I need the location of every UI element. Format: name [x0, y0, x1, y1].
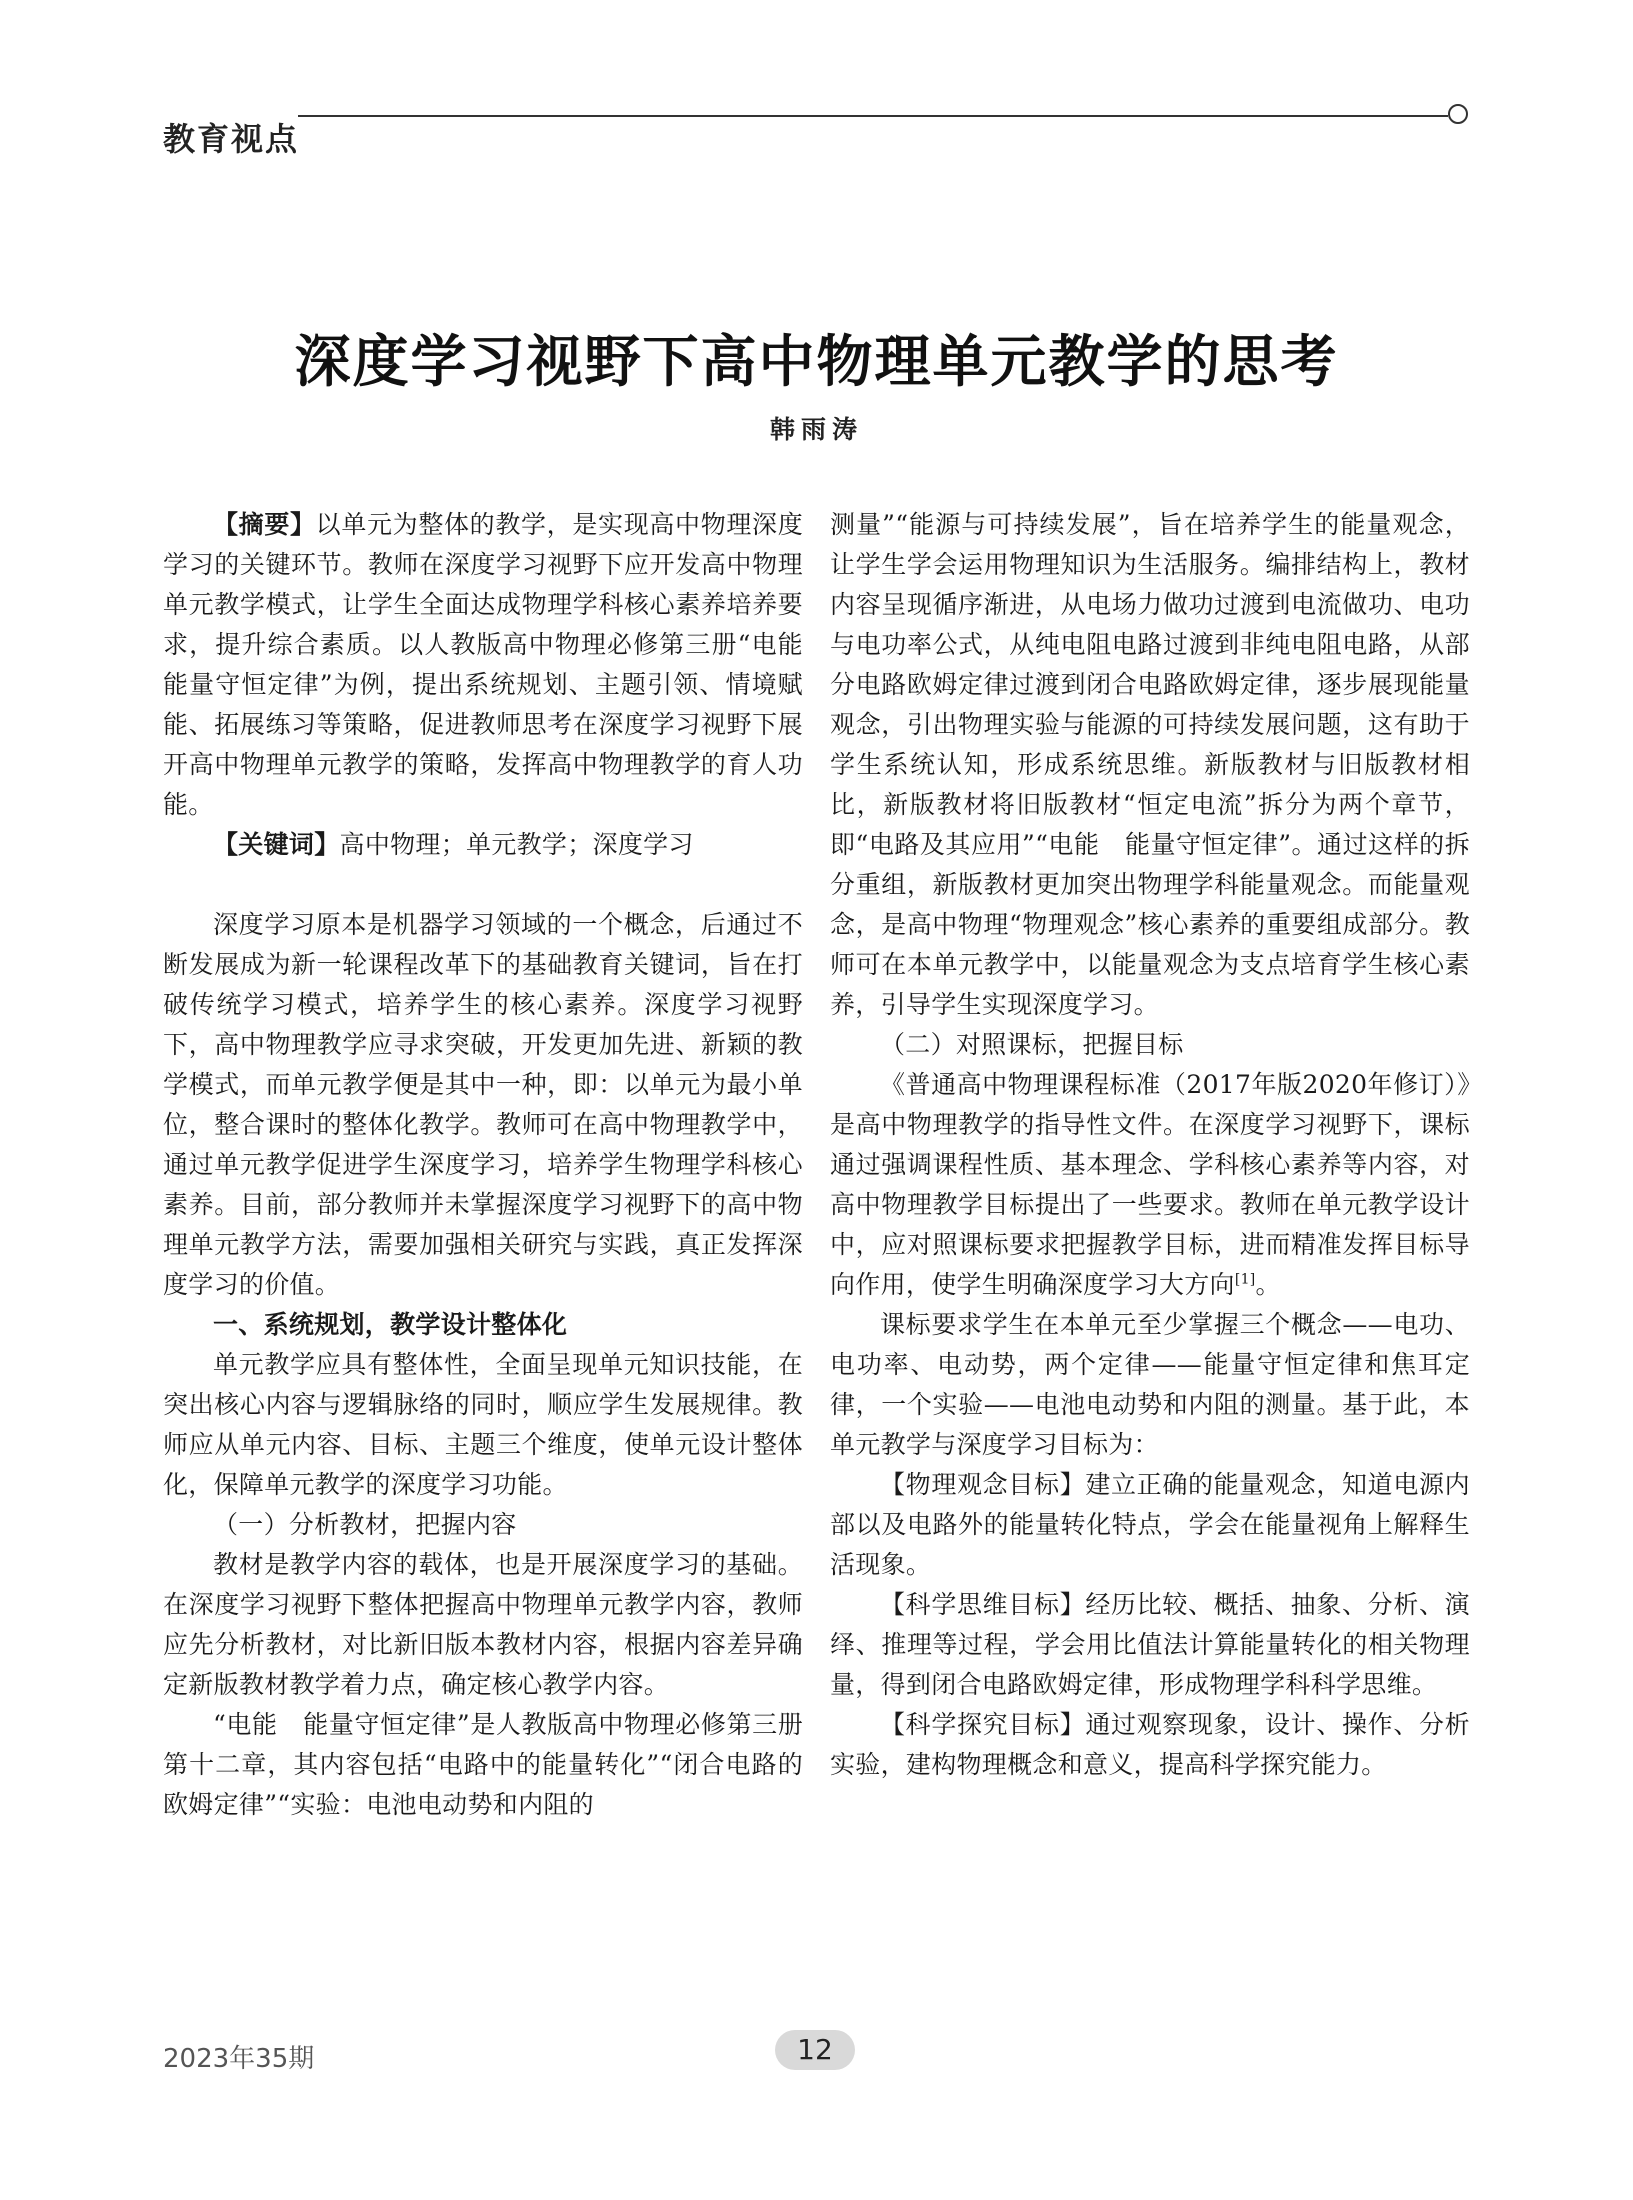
goal2-text: 经历比较、概括、抽象、分析、演绎、推理等过程，学会用比值法计算能量转化的相关物理量，得到闭合电路欧姆定律，形成物理学科科学思维。 — [830, 1590, 1470, 1699]
goal-scientific-inquiry — [830, 1705, 1470, 1785]
subsection2-text: 《普通高中物理课程标准（2017年版2020年修订）》是高中物理教学的指导性文件。在深度学习视野下，课标通过强调课程性质、基本理念、学科核心素养等内容，对高中物理教学目标提出了一些要求。教师在单元教学设计中，应对照课标要求把握教学目标，进而精准发挥目标导向作用，使学生明确深度学习大方向 — [830, 1070, 1470, 1299]
right-column — [830, 505, 1470, 1785]
header-rule — [298, 115, 1448, 117]
section1-heading: 一、系统规划，教学设计整体化 — [213, 1310, 568, 1339]
subsection2-text-end: 。 — [1255, 1270, 1281, 1299]
page-number: 12 — [775, 2030, 855, 2070]
abstract-label: 【摘要】 — [213, 510, 316, 539]
subsection1-paragraph: 教材是教学内容的载体，也是开展深度学习的基础。在深度学习视野下整体把握高中物理单元教学内容，教师应先分析教材，对比新旧版本教材内容，根据内容差异确定新版教材教学着力点，确定核心教学内容。 — [163, 1550, 803, 1699]
goal1-label: 【物理观念目标】 — [880, 1470, 1086, 1499]
goal-scientific-thinking — [830, 1585, 1470, 1705]
subsection1-paragraph2-start: “电能 能量守恒定律”是人教版高中物理必修第三册第十二章，其内容包括“电路中的能量转化”“闭合电路的欧姆定律”“实验：电池电动势和内阻的 — [163, 1710, 803, 1819]
subsection2-paragraph2: 课标要求学生在本单元至少掌握三个概念——电功、电功率、电动势，两个定律——能量守恒定律和焦耳定律，一个实验——电池电动势和内阻的测量。基于此，本单元教学与深度学习目标为： — [830, 1310, 1470, 1459]
subsection2-heading: （二）对照课标，把握目标 — [880, 1030, 1184, 1059]
keywords-label: 【关键词】 — [213, 830, 340, 859]
goal3-label: 【科学探究目标】 — [880, 1710, 1086, 1739]
subsection1-paragraph2-cont: 测量”“能源与可持续发展”，旨在培养学生的能量观念，让学生学会运用物理知识为生活服务。编排结构上，教材内容呈现循序渐进，从电场力做功过渡到电流做功、电功与电功率公式，从纯电阻电路过渡到非纯电阻电路，从部分电路欧姆定律过渡到闭合电路欧姆定律，逐步展现能量观念，引出物理实验与能源的可持续发展问题，这有助于学生系统认知，形成系统思维。新版教材与旧版教材相比，新版教材将旧版教材“恒定电流”拆分为两个章节，即“电路及其应用”“电能 能量守恒定律”。通过这样的拆分重组，新版教材更加突出物理学科能量观念。而能量观念，是高中物理“物理观念”核心素养的重要组成部分。教师可在本单元教学中，以能量观念为支点培育学生核心素养，引导学生实现深度学习。 — [830, 510, 1470, 1019]
goal2-label: 【科学思维目标】 — [880, 1590, 1086, 1619]
header-circle-ornament — [1448, 104, 1468, 124]
abstract-paragraph — [163, 505, 803, 825]
goal1-text: 建立正确的能量观念，知道电源内部以及电路外的能量转化特点，学会在能量视角上解释生活现象。 — [830, 1470, 1470, 1579]
subsection1-heading: （一）分析教材，把握内容 — [213, 1510, 517, 1539]
intro-paragraph: 深度学习原本是机器学习领域的一个概念，后通过不断发展成为新一轮课程改革下的基础教育关键词，旨在打破传统学习模式，培养学生的核心素养。深度学习视野下，高中物理教学应寻求突破，开发更加先进、新颖的教学模式，而单元教学便是其中一种，即：以单元为最小单位，整合课时的整体化教学。教师可在高中物理教学中，通过单元教学促进学生深度学习，培养学生物理学科核心素养。目前，部分教师并未掌握深度学习视野下的高中物理单元教学方法，需要加强相关研究与实践，真正发挥深度学习的价值。 — [163, 910, 803, 1299]
citation-1: [1] — [1234, 1271, 1256, 1288]
article-title: 深度学习视野下高中物理单元教学的思考 — [294, 329, 1339, 395]
issue-label: 2023年35期 — [163, 2044, 315, 2074]
section-label: 教育视点 — [163, 120, 300, 158]
left-column — [163, 505, 803, 1825]
article-author: 韩雨涛 — [769, 415, 863, 444]
section1-paragraph: 单元教学应具有整体性，全面呈现单元知识技能，在突出核心内容与逻辑脉络的同时，顺应学生发展规律。教师应从单元内容、目标、主题三个维度，使单元设计整体化，保障单元教学的深度学习功能。 — [163, 1350, 803, 1499]
goal3-text: 通过观察现象，设计、操作、分析实验，建构物理概念和意义，提高科学探究能力。 — [830, 1710, 1470, 1779]
subsection2-paragraph — [830, 1065, 1470, 1305]
abstract-text: 以单元为整体的教学，是实现高中物理深度学习的关键环节。教师在深度学习视野下应开发高中物理单元教学模式，让学生全面达成物理学科核心素养培养要求，提升综合素质。以人教版高中物理必修第三册“电能 能量守恒定律”为例，提出系统规划、主题引领、情境赋能、拓展练习等策略，促进教师思考在深度学习视野下展开高中物理单元教学的策略，发挥高中物理教学的育人功能。 — [163, 510, 803, 819]
keywords-paragraph — [163, 825, 803, 865]
goal-physics-concept — [830, 1465, 1470, 1585]
keywords-text: 高中物理；单元教学；深度学习 — [339, 830, 694, 859]
